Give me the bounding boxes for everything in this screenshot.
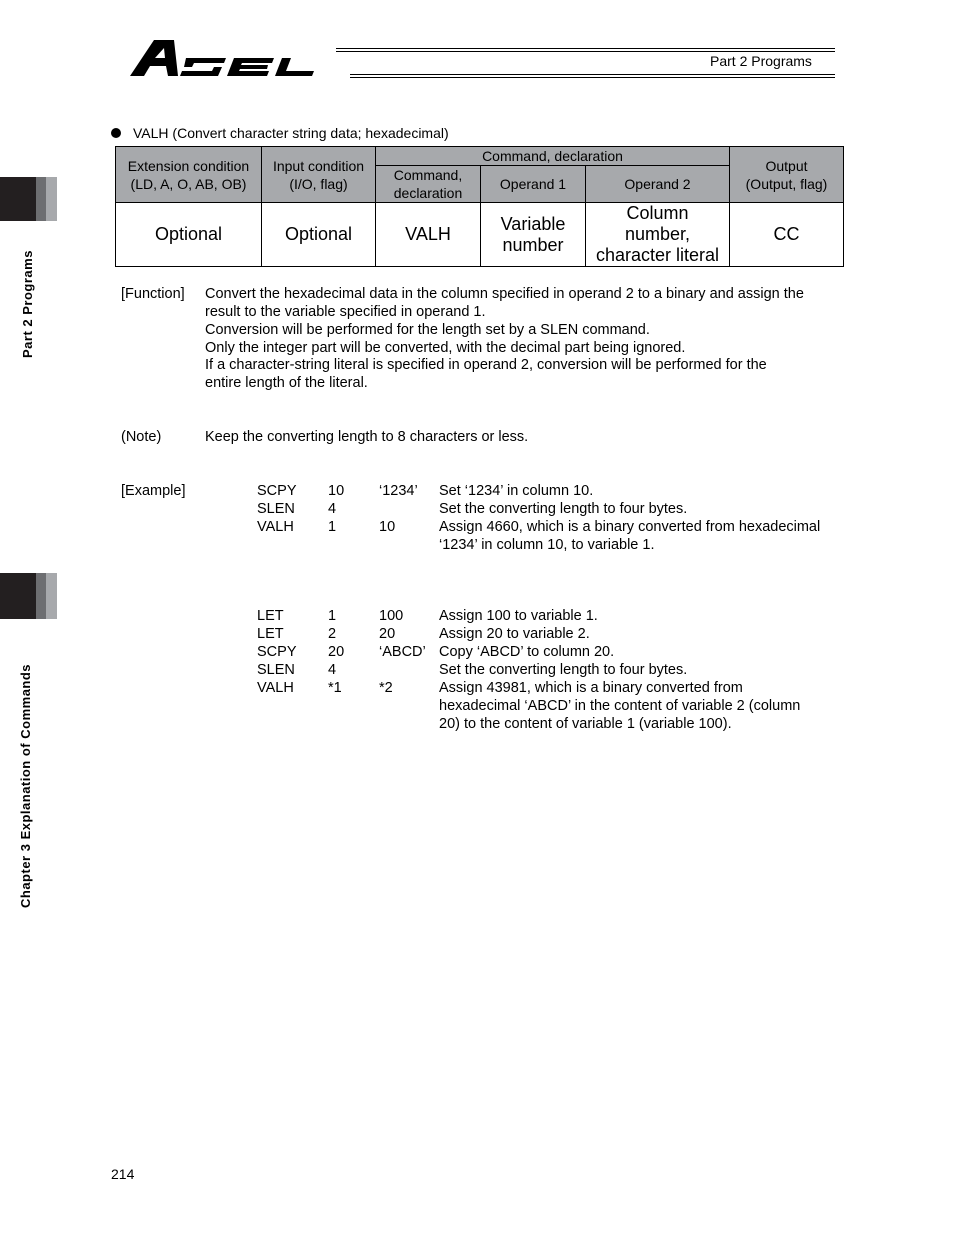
- header-output: Output (Output, flag): [730, 147, 844, 203]
- note-text: Keep the converting length to 8 characters or less.: [205, 429, 529, 445]
- side-tab-1-dark: [0, 177, 36, 221]
- example-op1: 1: [328, 608, 337, 624]
- example-op2: ‘ABCD’: [379, 644, 426, 660]
- example-cmd: SCPY: [257, 644, 297, 660]
- example-desc: Assign 43981, which is a binary converted from: [439, 680, 743, 696]
- function-line: entire length of the literal.: [205, 375, 368, 391]
- example-cmd: SLEN: [257, 501, 295, 517]
- example-desc: Set the converting length to four bytes.: [439, 501, 688, 517]
- example-op1: 4: [328, 501, 337, 517]
- example-op2: *2: [379, 680, 393, 696]
- section-title: VALH (Convert character string data; hexadecimal): [133, 125, 449, 141]
- example-op1: *1: [328, 680, 342, 696]
- cell-command: VALH: [376, 203, 481, 267]
- example-desc: ‘1234’ in column 10, to variable 1.: [439, 537, 655, 553]
- example-op2: ‘1234’: [379, 483, 418, 499]
- bullet-icon: [111, 128, 121, 138]
- example-desc: Assign 100 to variable 1.: [439, 608, 598, 624]
- example-cmd: LET: [257, 608, 284, 624]
- cell-operand-2: Column number, character literal: [586, 203, 730, 267]
- header-operand-1: Operand 1: [481, 166, 586, 203]
- example-op1: 1: [328, 519, 337, 535]
- example-cmd: VALH: [257, 680, 294, 696]
- cell-extension: Optional: [116, 203, 262, 267]
- side-label-chapter: Chapter 3 Explanation of Commands: [18, 663, 33, 908]
- asel-logo: [128, 36, 348, 80]
- example-desc: Copy ‘ABCD’ to column 20.: [439, 644, 615, 660]
- header-operand-2: Operand 2: [586, 166, 730, 203]
- example-desc: Assign 4660, which is a binary converted from hexadecimal: [439, 519, 821, 535]
- example-cmd: VALH: [257, 519, 294, 535]
- header-command: Command, declaration: [376, 166, 481, 203]
- header-rule-bottom: [350, 77, 835, 78]
- example-op2: 20: [379, 626, 396, 642]
- side-tab-2-mid: [36, 573, 46, 619]
- function-line: Conversion will be performed for the length set by a SLEN command.: [205, 322, 650, 338]
- example-desc: 20) to the content of variable 1 (variable 100).: [439, 716, 732, 732]
- cell-input: Optional: [262, 203, 376, 267]
- example-op1: 4: [328, 662, 337, 678]
- header-rule-top: [336, 48, 835, 49]
- function-line: Only the integer part will be converted, with the decimal part being ignored.: [205, 340, 686, 356]
- side-label-part: Part 2 Programs: [20, 250, 35, 358]
- page-number: 214: [111, 1166, 135, 1182]
- header-title-divider: [700, 74, 835, 75]
- command-table: [115, 146, 844, 267]
- header-rule-mid: [336, 51, 835, 52]
- example-op1: 2: [328, 626, 337, 642]
- side-tab-1-mid: [36, 177, 46, 221]
- function-line: result to the variable specified in operand 1.: [205, 304, 486, 320]
- header-input-condition: Input condition (I/O, flag): [262, 147, 376, 203]
- example-op1: 20: [328, 644, 345, 660]
- header-extension-condition: Extension condition (LD, A, O, AB, OB): [116, 147, 262, 203]
- function-line: If a character-string literal is specified in operand 2, conversion will be performed for the: [205, 357, 767, 373]
- header-title: Part 2 Programs: [710, 53, 812, 69]
- example-desc: Assign 20 to variable 2.: [439, 626, 590, 642]
- example-op1: 10: [328, 483, 345, 499]
- side-tab-2-light: [46, 573, 57, 619]
- example-cmd: SCPY: [257, 483, 297, 499]
- example-cmd: LET: [257, 626, 284, 642]
- function-line: Convert the hexadecimal data in the column specified in operand 2 to a binary and assign the: [205, 286, 804, 302]
- example-cmd: SLEN: [257, 662, 295, 678]
- note-label: (Note): [121, 429, 162, 445]
- example-op2: 10: [379, 519, 396, 535]
- example-desc: Set ‘1234’ in column 10.: [439, 483, 594, 499]
- header-command-group: Command, declaration: [376, 147, 730, 166]
- cell-operand-1: Variable number: [481, 203, 586, 267]
- example-label: [Example]: [121, 483, 186, 499]
- function-label: [Function]: [121, 286, 185, 302]
- side-tab-2-dark: [0, 573, 36, 619]
- cell-output: CC: [730, 203, 844, 267]
- side-tab-1-light: [46, 177, 57, 221]
- example-desc: Set the converting length to four bytes.: [439, 662, 688, 678]
- example-desc: hexadecimal ‘ABCD’ in the content of variable 2 (column: [439, 698, 801, 714]
- example-op2: 100: [379, 608, 404, 624]
